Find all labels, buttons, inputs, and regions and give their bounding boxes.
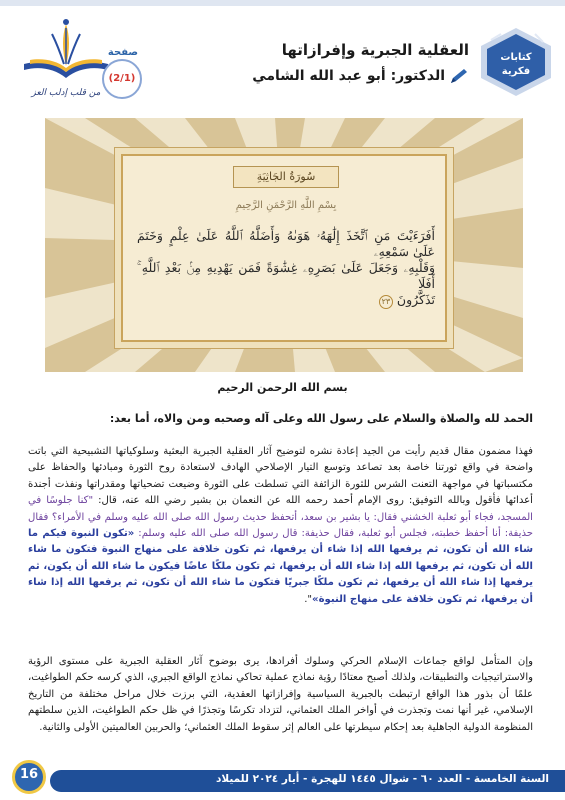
- quran-verse-image: [45, 118, 523, 372]
- verse-line-3: [137, 292, 435, 309]
- article-title: العقلية الجبرية وإفرازاتها: [281, 41, 469, 59]
- article-author: [169, 66, 469, 86]
- page-indicator: [98, 45, 148, 97]
- mushaf-page: [121, 154, 447, 342]
- paragraph-1-hadith: «تكون النبوة فيكم ما شاء الله أن تكون، ثم يرفعها الله إذا شاء أن يرفعها، ثم تكون خلافة على منهاج النبوة فتكون ما شاء الله أن تكون، ثم يرفعها الله إذا شاء الله أن يرفعها، ثم تكون ملكًا عاضًا فيكون ما شاء الله أن يكون، ثم يرفعها إذا شاء الله أن يرفعها، ثم تكون ملكًا جبريًا فتكون ما شاء الله أن تكون، ثم يرفعها الله إذا شاء أن يرفعها، ثم تكون خلافة على منهاج النبوة»: [28, 528, 533, 605]
- footer-page-number: [12, 760, 46, 794]
- verse-line-3-text: تَذَكَّرُونَ: [396, 292, 435, 307]
- section-label-1: كتابات: [500, 52, 532, 63]
- sura-title: سُورَةُ الجَاثِيَةِ: [233, 166, 339, 188]
- paragraph-1: [28, 444, 533, 608]
- paragraph-2: وإن المتأمل لواقع جماعات الإسلام الحركي وسلوك أفرادها، يرى بوضوح آثار العقلية الجبرية على مستوى الرؤية والاستراتيجيات والتطبيقات، ولذلك أصبح معتادًا رؤية نماذج عملية تحاكي نماذج الواقع الجبري، الذي كرسه حكم الطواغيت، علمًا أن بذور هذا الواقع ارتبطت بالجبرية السياسية وإفرازاتها العقدية، التي برزت خلال مراحل مختلفة من التاريخ الإسلامي، غير أنها نمت وتجذرت في أواخر الملك العثماني، لتزداد تكرسًا وتجذرًا في ظل حكم الطواغيت، الذين سلطتهم المنظومة الدولية الجاهلية بعد إحكام سيطرتها على العالم إثر سقوط الملك العثماني؛ والحربين العالميتين الأولى والثانية.: [28, 656, 533, 733]
- verse-line-1: أَفَرَءَيْتَ مَنِ ٱتَّخَذَ إِلَٰهَهُۥ هَوَىٰهُ وَأَضَلَّهُ ٱللَّهُ عَلَىٰ عِلْمٍ وَخَتَمَ عَلَىٰ سَمْعِهِۦ: [137, 228, 435, 259]
- paragraph-1-close: ".: [304, 593, 313, 605]
- pen-icon: [449, 67, 469, 85]
- page-label: صفحة: [107, 47, 139, 58]
- paragraph-1-narration: "كنا جلوسًا في المسجد، فجاء أبو ثعلبة الخشني فقال: يا بشير بن سعد، أتحفظ حديث رسول الله صلى الله عليه وسلم في الأمراء؟ فقال حذيفة: أنا أحفظ خطبته، فجلس أبو ثعلبة، فقال حذيفة: قال رسول الله صلى الله عليه وسلم:: [28, 495, 533, 540]
- page-number: (2/1): [108, 73, 136, 84]
- verse-line-2: وَقَلْبِهِۦ وَجَعَلَ عَلَىٰ بَصَرِهِۦ غِشَٰوَةً فَمَن يَهْدِيهِ مِنۢ بَعْدِ ٱللَّهِ ۚ أَفَلَا: [137, 260, 435, 291]
- issue-info: السنة الخامسة - العدد ٦٠ - شوال ١٤٤٥ للهجرة - أيار ٢٠٢٤ للميلاد: [216, 773, 549, 785]
- footer-page-number-text: 16: [19, 767, 39, 782]
- article-heading: [169, 40, 469, 86]
- page-header: [0, 0, 565, 110]
- footer-bar: [50, 770, 565, 792]
- author-name: الدكتور: أبو عبد الله الشامي: [252, 68, 445, 84]
- basmala-heading: بسم الله الرحمن الرحيم: [217, 381, 348, 394]
- ayah-number: ٢٣: [379, 295, 393, 309]
- section-label-2: فكرية: [501, 66, 531, 77]
- paragraph-1-intro: فهذا مضمون مقال قديم رأيت من الجيد إعادة نشره لتوضيح آثار العقلية الجبرية البعثية وسلوكياتها التشبيحية التي باتت واضحة في واقع ثورتنا خاصة بعد تصاعد وتوسع التيار الإصلاحي الهادف لاستعادة روح الثورة ومبادئها والحفاظ على مكتسباتها في مواجهة التعنت الشرس للثورة الزائفة التي تسلطت على الثورة وضيعت تضحياتها ومقدراتها ونفذت أجندة أعدائها فأقول وبالله التوفيق: روى الإمام أحمد رحمه الله عن النعمان بن بشير رضي الله عنه، قال:: [28, 446, 533, 507]
- section-badge: [477, 26, 555, 98]
- logo-caption: من قلب إدلب العز: [31, 88, 101, 98]
- opening-line: الحمد لله والصلاة والسلام على رسول الله وعلى آله وصحبه ومن والاه، أما بعد:: [109, 412, 533, 425]
- header-strip: [0, 0, 565, 6]
- mushaf-basmala: بِسْمِ اللَّهِ الرَّحْمَنِ الرَّحِيمِ: [235, 200, 337, 211]
